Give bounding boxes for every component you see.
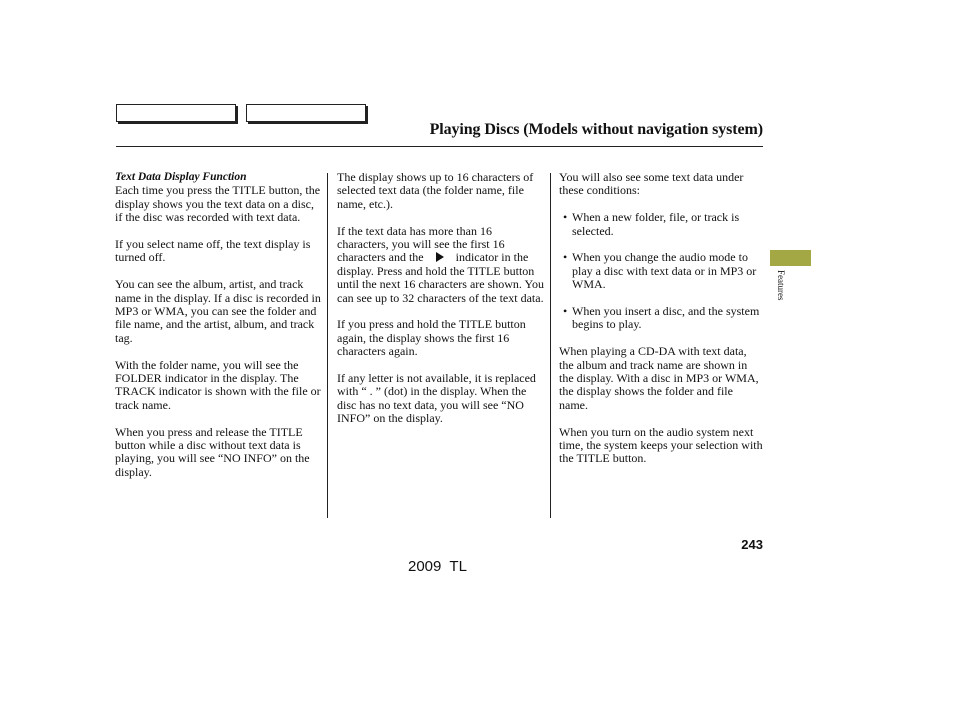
bullet-item [563,211,763,238]
page-title: Playing Discs (Models without navigation system) [429,121,763,138]
paragraph: When playing a CD-DA with text data, the album and track name are shown in the display. With a disc in MP3 or WMA, the display shows the folder and file name. [559,344,759,412]
paragraph: The display shows up to 16 characters of selected text data (the folder name, file name, etc.). [337,170,534,211]
column-1 [115,171,321,493]
title-divider [116,146,763,147]
paragraph-with-icon [337,225,545,305]
column-divider [327,173,328,518]
column-divider [550,173,551,518]
section-tab-marker [770,250,811,266]
paragraph: You will also see some text data under these conditions: [559,170,744,198]
bullet-dot: • [563,304,568,319]
paragraph-text: indicator in the display. Press and hold the TITLE button until the next 16 characters are shown. You can see up to 32 characters of the text data. [337,250,544,305]
bullet-text: When a new folder, file, or track is selected. [572,210,740,238]
nav-button-previous[interactable] [116,104,236,122]
bullet-text: When you change the audio mode to play a disc with text data or in MP3 or WMA. [572,250,757,292]
nav-button-next[interactable] [246,104,366,122]
bullet-dot: • [563,250,568,265]
paragraph: You can see the album, artist, and track name in the display. If a disc is recorded in MP3 or WMA, you can see the folder and file name, and the artist, album, and track tag. [115,277,321,345]
bullet-item [563,251,763,291]
paragraph: When you turn on the audio system next time, the system keeps your selection with the TITLE button. [559,424,763,466]
bullet-item [563,305,763,332]
paragraph-text: If the text data has more than 16 characters, you will see the first 16 characters and the [337,223,505,265]
page-number: 243 [741,537,763,552]
section-label: Features [776,270,786,301]
bullet-dot: • [563,210,568,225]
column-2 [337,171,545,439]
footer-model-label: 2009 TL [408,558,467,575]
section-subheading: Text Data Display Function [115,171,247,183]
paragraph: If any letter is not available, it is replaced with “ . ” (dot) in the display. When the disc has no text data, you will see “NO INFO” on the display. [337,371,536,426]
bullet-text: When you insert a disc, and the system begins to play. [572,304,760,332]
paragraph: When you press and release the TITLE button while a disc without text data is playing, you will see “NO INFO” on the display. [115,424,310,479]
paragraph: With the folder name, you will see the FOLDER indicator in the display. The TRACK indicator is shown with the file or track name. [115,357,321,412]
paragraph: Each time you press the TITLE button, the display shows you the text data on a disc, if the disc was recorded with text data. [115,183,321,225]
column-3 [559,171,763,479]
play-triangle-icon [436,252,444,262]
paragraph: If you press and hold the TITLE button again, the display shows the first 16 characters again. [337,317,526,359]
paragraph: If you select name off, the text display is turned off. [115,237,311,265]
